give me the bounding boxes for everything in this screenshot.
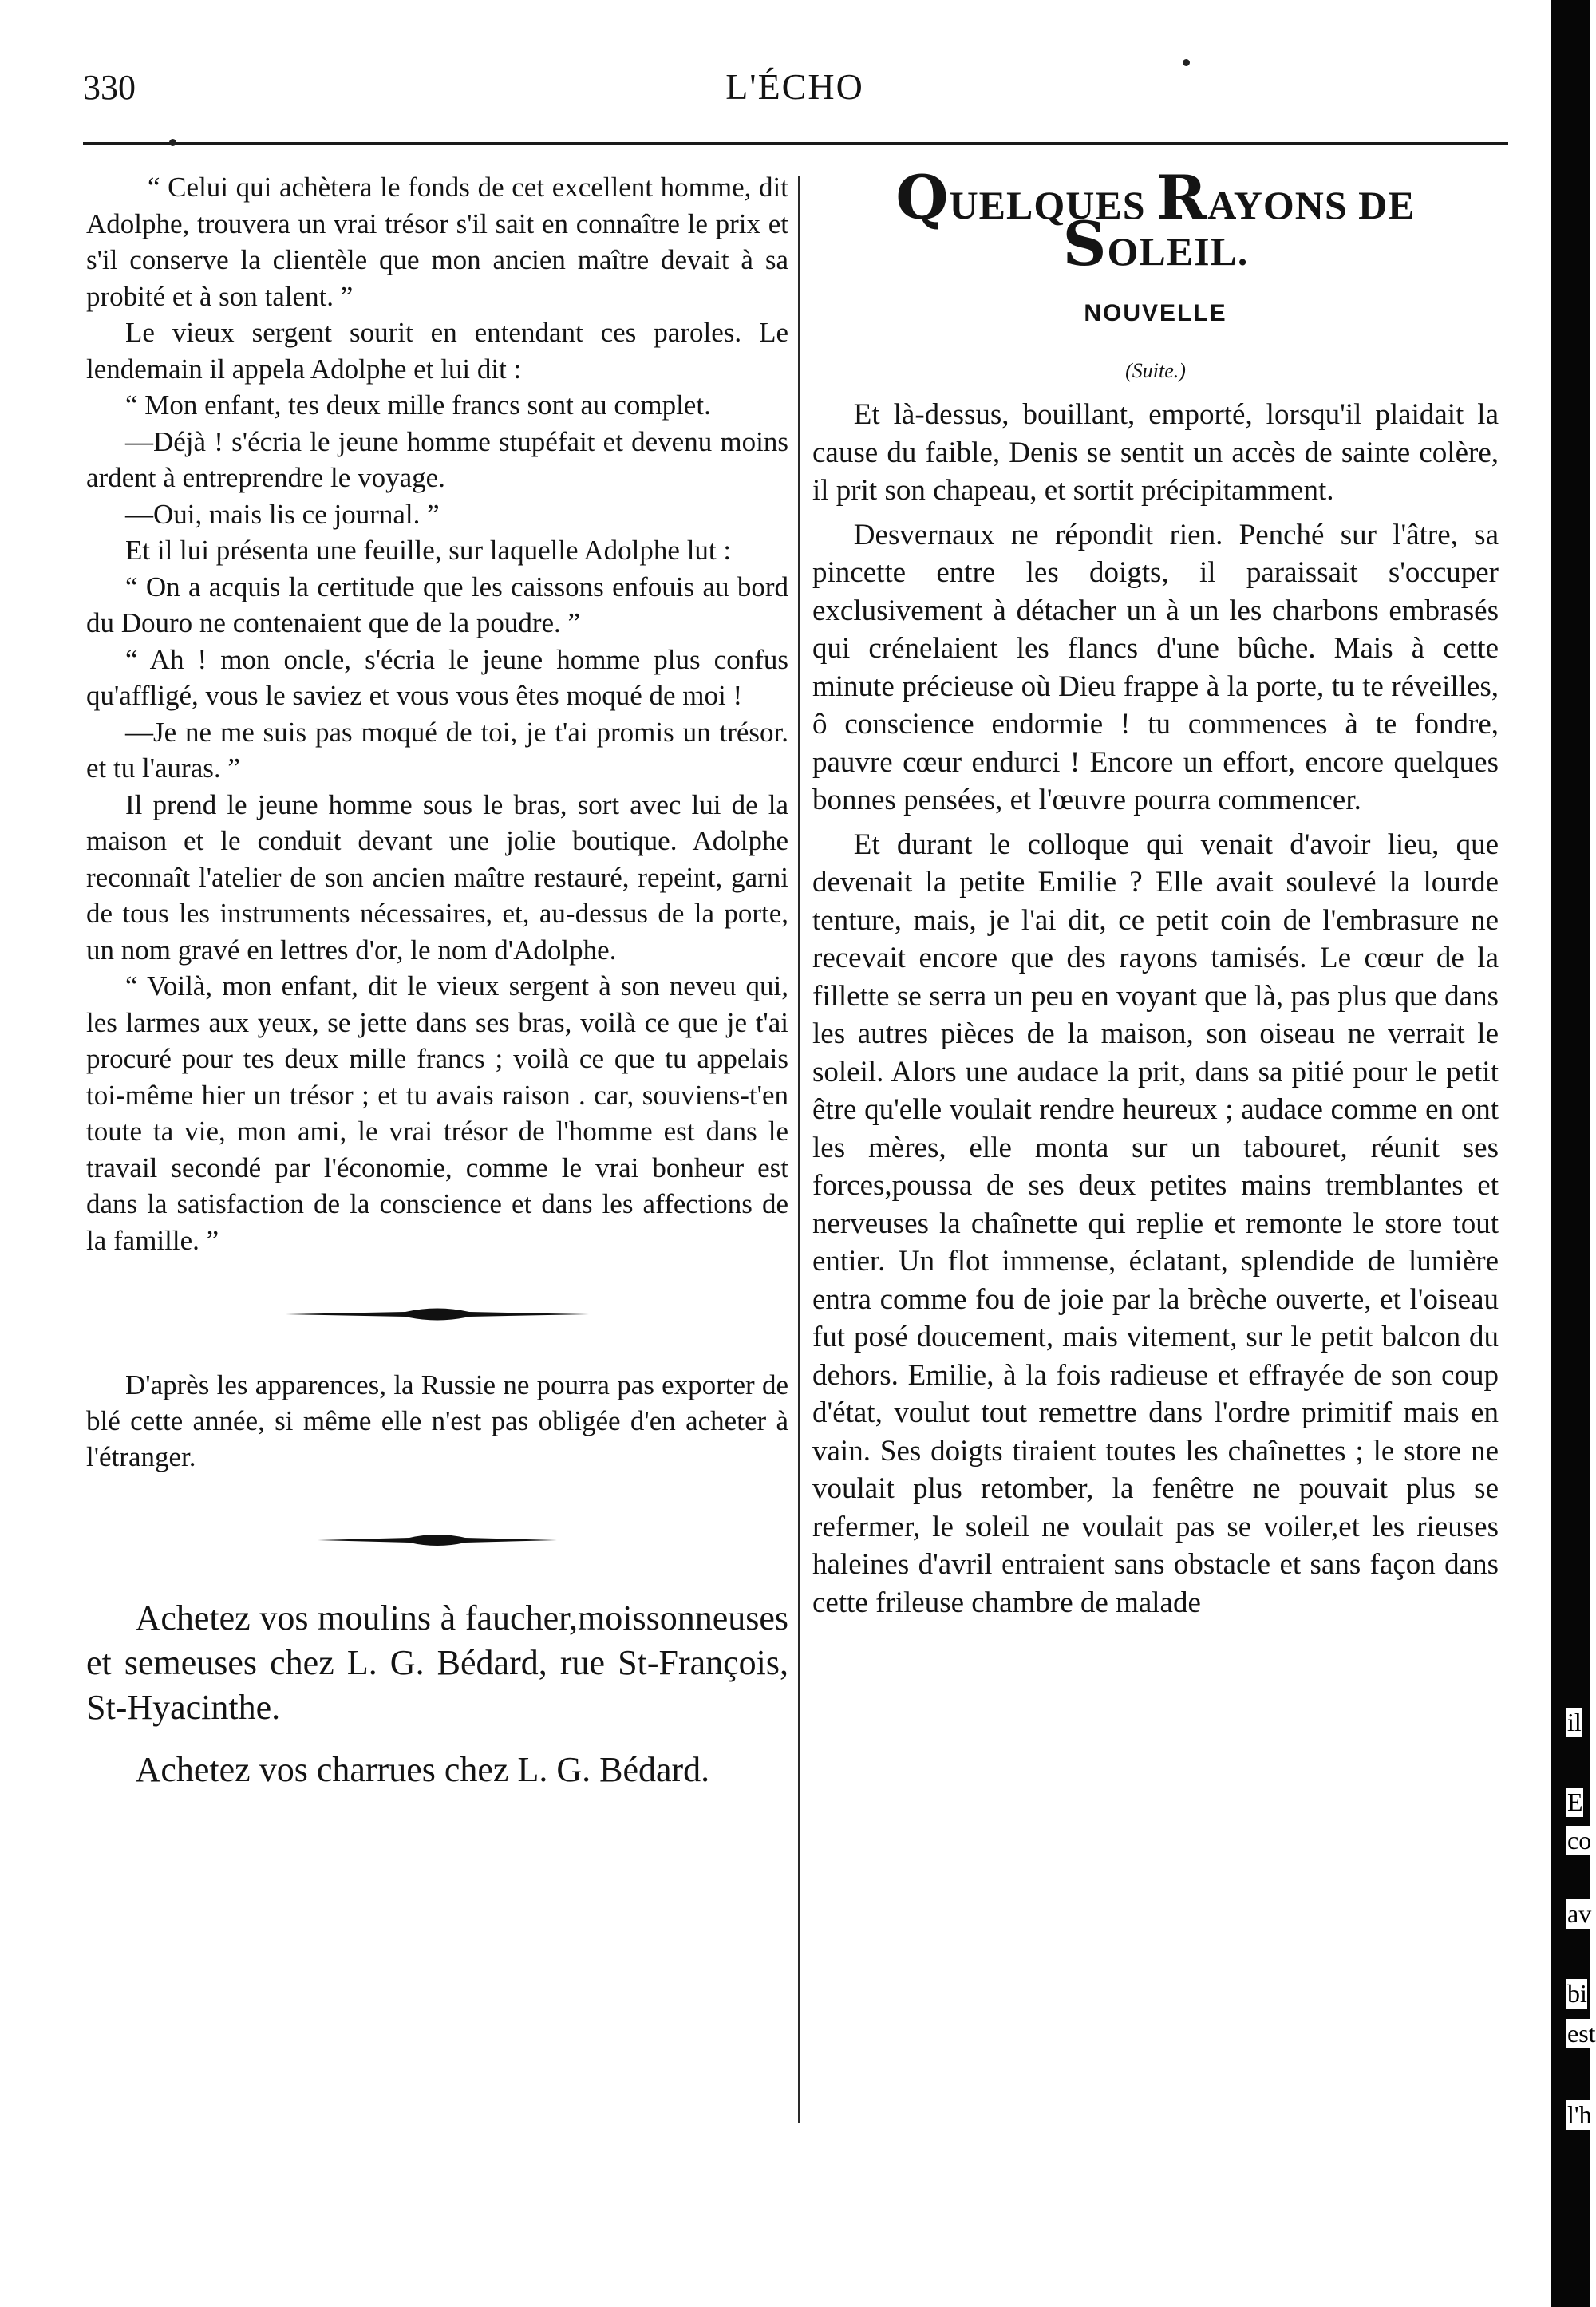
margin-fragment: est xyxy=(1567,2019,1596,2048)
left-paragraph: —Je ne me suis pas moqué de toi, je t'ai promis un trésor. et tu l'auras. ” xyxy=(86,716,788,784)
left-paragraph: “ Celui qui achètera le fonds de cet excellent homme, dit Adolphe, trouvera un vrai trésor s'il sait en connaître le prix et s'il conserve la clientèle que mon ancien maître devait à sa probité et à son talent. ” xyxy=(86,172,788,312)
title-word: UELQUES xyxy=(949,183,1157,227)
left-paragraph: Et il lui présenta une feuille, sur laquelle Adolphe lut : xyxy=(125,535,732,566)
ornamental-divider xyxy=(86,1298,788,1330)
left-paragraph: “ Mon enfant, tes deux mille francs sont au complet. xyxy=(125,389,711,421)
title-word: OLEIL. xyxy=(1107,228,1249,274)
margin-fragment: l'h xyxy=(1567,2100,1592,2129)
margin-fragment: E xyxy=(1567,1788,1583,1816)
scan-edge xyxy=(1551,0,1590,2307)
title-initial: S xyxy=(1062,207,1108,279)
ink-speck xyxy=(1183,59,1190,66)
left-paragraph: “ Ah ! mon oncle, s'écria le jeune homme plus confus qu'affligé, vous le saviez et vous vous êtes moqué de moi ! xyxy=(86,643,788,711)
margin-fragment: co xyxy=(1567,1826,1592,1855)
left-paragraph: Il prend le jeune homme sous le bras, sort avec lui de la maison et le conduit devant une jolie boutique. Adolphe reconnaît l'atelier de son ancien maître restauré, repeint, garni de tous les instruments nécessaires, et, au-dessus de la porte, un nom gravé en lettres d'or, le nom d'Adolphe. xyxy=(86,788,788,966)
column-rule xyxy=(798,176,800,2123)
left-paragraph: —Déjà ! s'écria le jeune homme stupéfait et devenu moins ardent à entreprendre le voyage. xyxy=(86,425,788,493)
margin-fragment: bi xyxy=(1567,1979,1587,2008)
left-column xyxy=(86,169,788,1792)
title-word: AYONS DE xyxy=(1207,183,1416,227)
margin-fragment: il xyxy=(1567,1708,1582,1736)
title-initial: R xyxy=(1156,162,1208,233)
left-paragraph: “ Voilà, mon enfant, dit le vieux sergent à son neveu qui, les larmes aux yeux, se jette dans ses bras, voilà ce que je t'ai procuré pour tes deux mille francs ; voilà ce que tu appelais toi-même hier un trésor ; et tu avais raison . car, souviens-t'en toute ta vie, mon ami, le vrai trésor de l'homme est dans le travail secondé par l'économie, comme le vrai bonheur est dans la satisfaction de la conscience et dans les affections de la famille. ” xyxy=(86,970,788,1256)
right-paragraph: Et durant le colloque qui venait d'avoir lieu, que devenait la petite Emilie ? Elle avait soulevé la lourde tenture, mais, je l'ai dit, ce petit coin de l'embrasure ne recevait encore que des rayons tamisés. Le cœur de la fillette se serra un peu en voyant que là, pas plus que dans les autres pièces de la maison, son oiseau ne verrait le soleil. Alors une audace la prit, dans sa pitié pour le petit être qu'elle voulait rendre heureux ; audace comme en ont les mères, elle monta sur un tabouret, réunit ses forces,poussa de ses deux petites mains tremblantes et nerveuses la chaînette qui replie et remonte le store tout entier. Un flot immense, éclatant, splendide de lumière entra comme fou de joie par la brèche ouverte, et l'oiseau fut posé doucement, mais vitement, sur le petit balcon du dehors. Emilie, à la fois radieuse et effrayée de son coup d'état, voulut tout remettre dans l'ordre primitif mais en vain. Ses doigts tiraient toutes les chaînettes ; le store ne voulait plus retomber, la fenêtre ne pouvait plus se refermer, le soleil ne voulait pas se voiler,et les rieuses haleines d'avril entraient sans obstacle et sans façon dans cette frileuse chambre de malade xyxy=(812,828,1499,1619)
article-subtitle: NOUVELLE xyxy=(1084,300,1227,326)
advertisement-charrues: Achetez vos charrues chez L. G. Bédard. xyxy=(135,1750,710,1789)
title-initial: Q xyxy=(895,162,950,233)
margin-fragment: av xyxy=(1567,1899,1592,1928)
right-paragraph: Et là-dessus, bouillant, emporté, lorsqu'il plaidait la cause du faible, Denis se sentit un accès de sainte colère, il prit son chapeau, et sortit précipitamment. xyxy=(812,398,1499,507)
advertisement-moulins: Achetez vos moulins à faucher,moissonneuses et semeuses chez L. G. Bédard, rue St-François, St-Hyacinthe. xyxy=(86,1598,788,1727)
left-paragraph: “ On a acquis la certitude que les caissons enfouis au bord du Douro ne contenaient que de la poudre. ” xyxy=(86,571,788,638)
right-paragraph: Desvernaux ne répondit rien. Penché sur l'âtre, sa pincette entre les doigts, il paraissait s'occuper exclusivement à détacher un à un les charbons embrasés qui crénelaient les flancs d'une bûche. Mais à cette minute précieuse où Dieu frappe à la porte, tu te réveilles, ô conscience endormie ! tu commences à te fondre, pauvre cœur endurci ! Encore un effort, encore quelques bonnes pensées, et l'œuvre pourra commencer. xyxy=(812,518,1499,816)
left-paragraph: Le vieux sergent sourit en entendant ces paroles. Le lendemain il appela Adolphe et lui dit : xyxy=(86,317,788,385)
ornamental-divider xyxy=(86,1524,788,1556)
article-title xyxy=(812,162,1499,279)
header-rule xyxy=(83,142,1508,145)
right-column xyxy=(812,162,1499,1622)
journal-title: L'ÉCHO xyxy=(725,66,864,107)
notice-russia-wheat: D'après les apparences, la Russie ne pourra pas exporter de blé cette année, si même elle n'est pas obligée d'en acheter à l'étranger. xyxy=(86,1369,788,1472)
ink-speck xyxy=(169,139,176,146)
continuation-label: (Suite.) xyxy=(1125,358,1186,382)
page-number: 330 xyxy=(83,68,136,107)
left-paragraph: —Oui, mais lis ce journal. ” xyxy=(125,498,440,530)
